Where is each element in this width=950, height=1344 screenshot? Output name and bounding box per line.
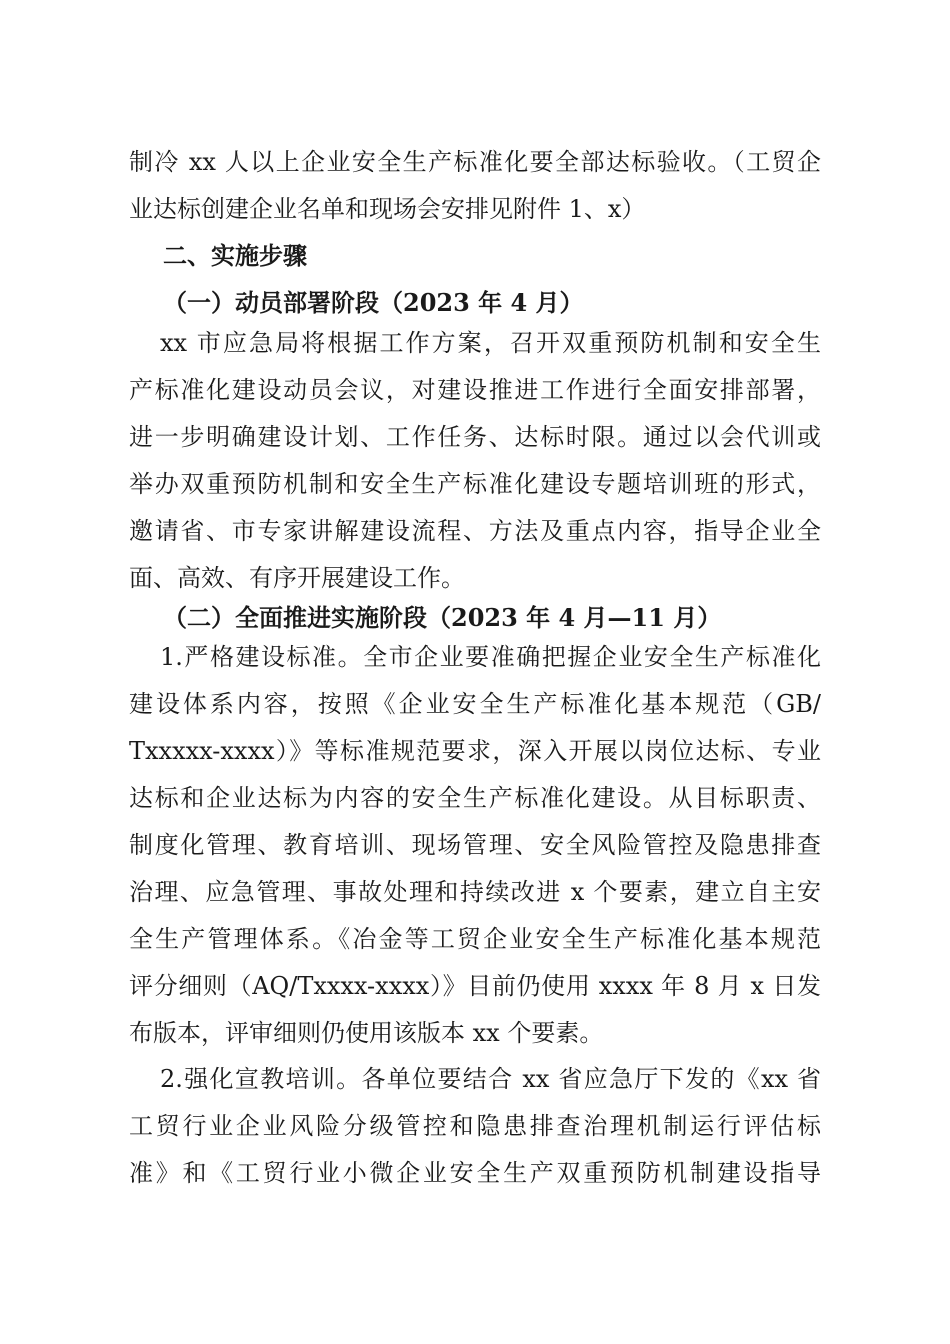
section-title: 二、实施步骤 (163, 242, 307, 270)
text-line: 面、高效、有序开展建设工作。 (129, 564, 465, 592)
text-line: xx 市应急局将根据工作方案，召开双重预防机制和安全生 (160, 329, 821, 357)
text-line: 达标和企业达标为内容的安全生产标准化建设。从目标职责、 (129, 784, 821, 812)
text-line: 评分细则（AQ/Txxxx-xxxx）》目前仍使用 xxxx 年 8 月 x 日发 (129, 972, 821, 1000)
text-line: 业达标创建企业名单和现场会安排见附件 1、x） (129, 195, 646, 223)
text-line: 制冷 xx 人以上企业安全生产标准化要全部达标验收。（工贸企 (129, 148, 821, 176)
text-line: 制度化管理、教育培训、现场管理、安全风险管控及隐患排查 (129, 831, 821, 859)
phase2-title: （二）全面推进实施阶段（2023 年 4 月—11 月） (163, 603, 722, 632)
text-line: 全生产管理体系。《冶金等工贸企业安全生产标准化基本规范 (129, 925, 821, 953)
phase1-title: （一）动员部署阶段（2023 年 4 月） (163, 288, 584, 317)
text-line: 进一步明确建设计划、工作任务、达标时限。通过以会代训或 (129, 423, 821, 451)
text-line: Txxxxx-xxxx）》等标准规范要求，深入开展以岗位达标、专业 (129, 737, 821, 765)
text-line: 邀请省、市专家讲解建设流程、方法及重点内容，指导企业全 (129, 517, 821, 545)
text-line: 举办双重预防机制和安全生产标准化建设专题培训班的形式， (129, 470, 821, 498)
text-line: 治理、应急管理、事故处理和持续改进 x 个要素，建立自主安 (129, 878, 821, 906)
text-line: 建设体系内容，按照《企业安全生产标准化基本规范（GB/ (129, 690, 821, 718)
text-line: 准》和《工贸行业小微企业安全生产双重预防机制建设指导 (129, 1159, 821, 1187)
text-line: 工贸行业企业风险分级管控和隐患排查治理机制运行评估标 (129, 1112, 821, 1140)
text-line: 产标准化建设动员会议，对建设推进工作进行全面安排部署， (129, 376, 821, 404)
text-line: 布版本，评审细则仍使用该版本 xx 个要素。 (129, 1019, 604, 1047)
text-line: 1.严格建设标准。全市企业要准确把握企业安全生产标准化 (160, 643, 821, 671)
text-line: 2.强化宣教培训。各单位要结合 xx 省应急厅下发的《xx 省 (160, 1065, 821, 1093)
